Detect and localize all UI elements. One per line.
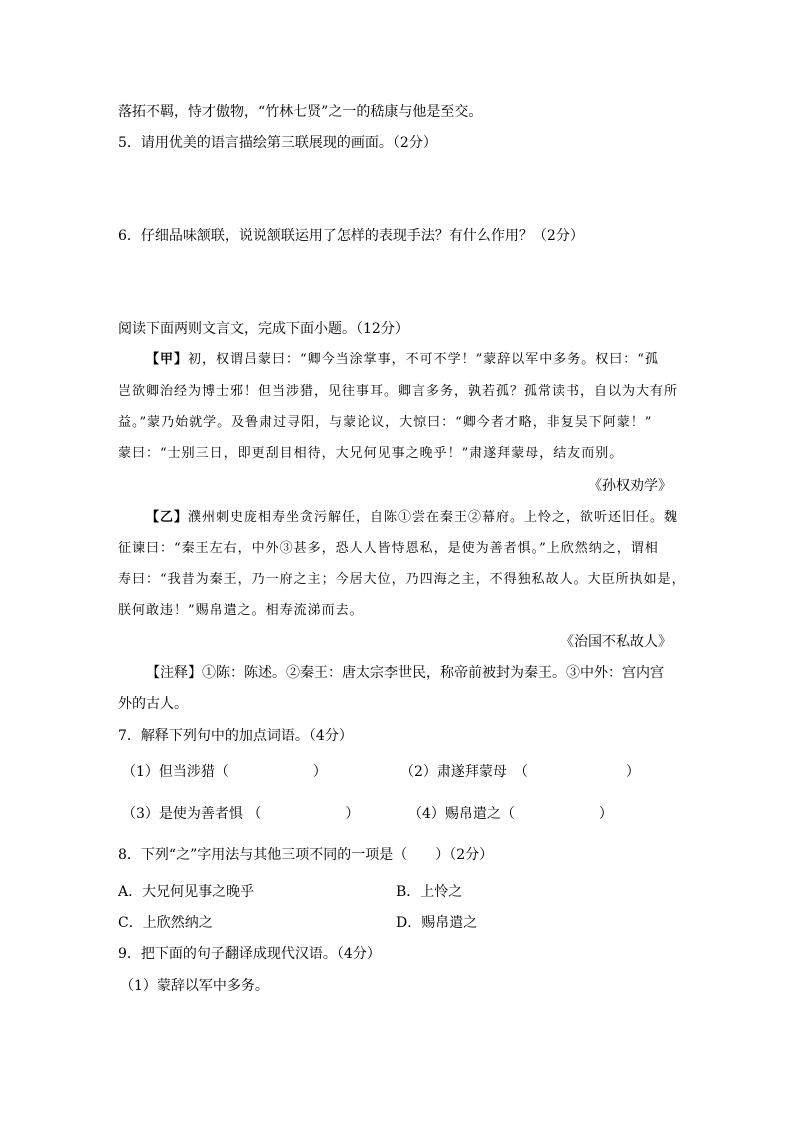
question-7-item-1: （1）但当涉猎（ ） xyxy=(122,764,327,780)
passage-yi-line-2: 征谏曰：“秦王左右，中外③甚多，恐人人皆恃恩私，是使为善者惧。”上欣然纳之，谓相 xyxy=(118,541,659,556)
poem-context-line: 落拓不羁，恃才傲物，“竹林七贤”之一的嵇康与他是至交。 xyxy=(118,104,483,120)
passage-jia-source: 《孙权劝学》 xyxy=(588,478,672,494)
question-7-item-3: （3）是使为善者惧 （ ） xyxy=(122,806,360,822)
question-7-item-2: （2）肃遂拜蒙母 （ ） xyxy=(400,764,640,780)
question-8-option-c: C．上欣然纳之 xyxy=(118,915,213,931)
question-7-title: 7．解释下列句中的加点词语。（4分） xyxy=(118,728,353,744)
question-5: 5．请用优美的语言描绘第三联展现的画面。（2分） xyxy=(118,135,437,151)
question-8-option-b: B．上怜之 xyxy=(396,884,463,900)
passage-jia-line-3: 益。”蒙乃始就学。及鲁肃过寻阳，与蒙论议，大惊曰：“卿今者才略，非复吴下阿蒙！” xyxy=(118,415,653,430)
question-8-option-a: A．大兄何见事之晚乎 xyxy=(118,884,255,900)
passage-yi-tag: 【乙】 xyxy=(146,510,189,525)
passage-yi-source: 《治国不私故人》 xyxy=(560,634,672,650)
question-7-item-4: （4）赐帛遣之（ ） xyxy=(408,806,613,822)
question-8-title: 8．下列“之”字用法与其他三项不同的一项是（ ）（2分） xyxy=(118,847,494,863)
passage-jia-line-4: 蒙曰：“士别三日，即更刮目相待，大兄何见事之晚乎！”肃遂拜蒙母，结友而别。 xyxy=(118,446,624,461)
question-6: 6．仔细品味颔联，说说颔联运用了怎样的表现手法？有什么作用？（2分） xyxy=(118,228,584,244)
question-8-option-d: D．赐帛遣之 xyxy=(396,915,478,931)
notes-line-1: 【注释】①陈：陈述。②秦王：唐太宗李世民，称帝前被封为秦王。③中外：宫内宫 xyxy=(146,665,664,681)
passage-jia-line-1: 【甲】初，权谓吕蒙曰：“卿今当涂掌事，不可不学！”蒙辞以军中多务。权曰：“孤 xyxy=(146,352,659,367)
question-9-title: 9．把下面的句子翻译成现代汉语。（4分） xyxy=(118,946,381,962)
passage-jia-line-2: 岂欲卿治经为博士邪！但当涉猎，见往事耳。卿言多务，孰若孤？孤常读书，自以为大有所 xyxy=(118,384,679,399)
question-9-item-1: （1）蒙辞以军中多务。 xyxy=(120,978,269,994)
passage-yi-line-3: 寿曰：“我昔为秦王，乃一府之主；今居大位，乃四海之主，不得独私故人。大臣所执如是， xyxy=(118,572,686,587)
reading-intro: 阅读下面两则文言文，完成下面小题。（12分） xyxy=(118,321,409,337)
passage-jia-tag: 【甲】 xyxy=(146,352,189,367)
passage-yi-line-4: 朕何敢违！”赐帛遣之。相寿流涕而去。 xyxy=(118,603,364,618)
passage-yi-line-1: 【乙】濮州刺史庞相寿坐贪污解任，自陈①尝在秦王②幕府。上怜之，欲听还旧任。魏 xyxy=(146,510,679,525)
notes-line-2: 外的古人。 xyxy=(118,696,188,712)
